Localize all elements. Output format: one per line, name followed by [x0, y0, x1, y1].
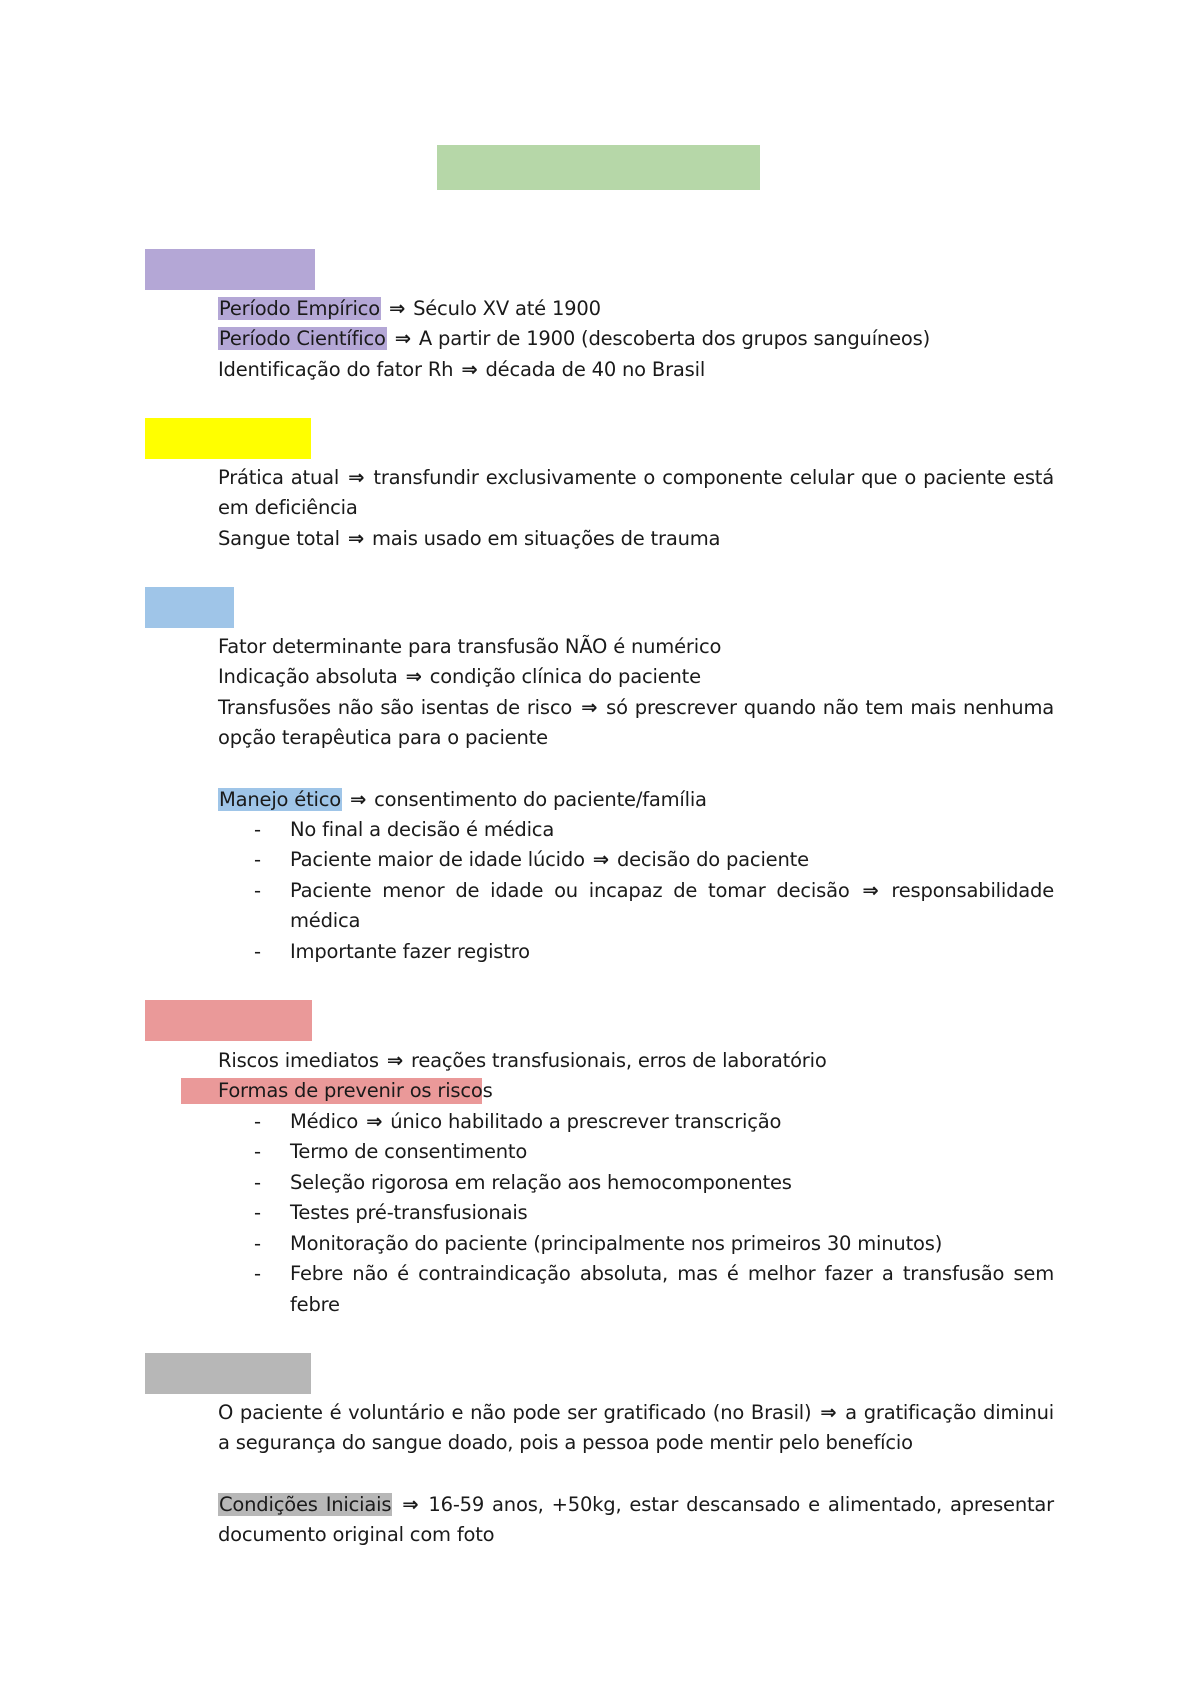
arrow-icon: ⇒ — [386, 1049, 403, 1072]
indication-line-1-text: Fator determinante para transfusão NÃO é numérico — [218, 635, 722, 658]
risks-bullet-6-cont-text: febre — [290, 1293, 340, 1316]
risks-bullet-2 — [290, 1137, 527, 1167]
risks-bullet-6 — [290, 1259, 1054, 1289]
history-line-3 — [218, 355, 705, 385]
history-line-2-text: A partir de 1900 (descoberta dos grupos sanguíneos) — [418, 327, 930, 350]
bullet-dash: - — [254, 818, 262, 841]
arrow-icon: ⇒ — [402, 1493, 419, 1516]
risks-line-1-text: reações transfusionais, erros de laboratório — [410, 1049, 827, 1072]
donor-line-2 — [218, 1428, 913, 1458]
conditions-line — [218, 1490, 1054, 1520]
risks-bullet-1-text: único habilitado a prescrever transcrição — [390, 1110, 782, 1133]
risks-line-1 — [218, 1046, 827, 1076]
ethics-bullet-2-label: Paciente maior de idade lúcido — [290, 848, 585, 871]
practice-line-3-text: mais usado em situações de trauma — [371, 527, 721, 550]
indication-line-3-label: Transfusões não são isentas de risco — [218, 696, 573, 719]
history-line-1 — [218, 294, 601, 324]
practice-line-1-label: Prática atual — [218, 466, 340, 489]
history-line-3-text: década de 40 no Brasil — [485, 358, 706, 381]
donor-line-1-text: a gratificação diminui — [845, 1401, 1054, 1424]
risks-bullet-2-text: Termo de consentimento — [290, 1140, 528, 1163]
arrow-icon: ⇒ — [862, 879, 879, 902]
section-header-risks — [145, 1000, 312, 1041]
bullet-dash: - — [254, 1171, 262, 1194]
risks-line-1-label: Riscos imediatos — [218, 1049, 379, 1072]
ethics-bullet-3-label: Paciente menor de idade ou incapaz de tomar decisão — [290, 879, 850, 902]
risks-bullet-4-text: Testes pré-transfusionais — [290, 1201, 528, 1224]
arrow-icon: ⇒ — [388, 297, 406, 320]
history-line-2-label: Período Científico — [219, 327, 386, 350]
ethics-bullet-1 — [290, 815, 554, 845]
title-highlight-block — [437, 145, 760, 190]
indication-line-3 — [218, 693, 1054, 723]
risks-bullet-4 — [290, 1198, 528, 1228]
bullet-dash: - — [254, 879, 262, 902]
ethics-bullet-3-cont-text: médica — [290, 909, 361, 932]
bullet-dash: - — [254, 1262, 262, 1285]
practice-line-3-label: Sangue total — [218, 527, 340, 550]
arrow-icon: ⇒ — [581, 696, 598, 719]
indication-line-2 — [218, 662, 701, 692]
practice-line-1-text: transfundir exclusivamente o componente celular que o paciente está — [373, 466, 1054, 489]
conditions-cont-text: documento original com foto — [218, 1523, 495, 1546]
bullet-dash: - — [254, 1232, 262, 1255]
arrow-icon: ⇒ — [820, 1401, 837, 1424]
practice-line-1 — [218, 463, 1054, 493]
bullet-dash: - — [254, 848, 262, 871]
risks-bullet-1-label: Médico — [290, 1110, 359, 1133]
risks-prevent-line — [218, 1076, 493, 1106]
history-line-3-label: Identificação do fator Rh — [218, 358, 454, 381]
bullet-dash: - — [254, 1201, 262, 1224]
indication-line-3-text: só prescrever quando não tem mais nenhuma — [606, 696, 1055, 719]
arrow-icon: ⇒ — [461, 358, 478, 381]
indication-line-1 — [218, 632, 721, 662]
bullet-dash: - — [254, 940, 262, 963]
section-header-history — [145, 249, 315, 290]
practice-line-2-text: em deficiência — [218, 496, 358, 519]
ethics-bullet-4 — [290, 937, 530, 967]
risks-bullet-5 — [290, 1229, 942, 1259]
section-header-donor — [145, 1353, 311, 1394]
ethics-bullet-2 — [290, 845, 809, 875]
ethics-bullet-2-text: decisão do paciente — [616, 848, 809, 871]
history-line-1-label: Período Empírico — [219, 297, 380, 320]
ethics-bullet-1-text: No final a decisão é médica — [290, 818, 555, 841]
ethics-bullet-3 — [290, 876, 1054, 906]
indication-line-2-label: Indicação absoluta — [218, 665, 398, 688]
arrow-icon: ⇒ — [592, 848, 609, 871]
risks-prevent-label: Formas de prevenir os riscos — [218, 1079, 493, 1102]
indication-line-4 — [218, 723, 548, 753]
ethics-label: Manejo ético — [219, 788, 341, 811]
arrow-icon: ⇒ — [405, 665, 422, 688]
ethics-bullet-3-text: responsabilidade — [891, 879, 1054, 902]
donor-line-1 — [218, 1398, 1054, 1428]
conditions-text: 16-59 anos, +50kg, estar descansado e alimentado, apresentar — [428, 1493, 1054, 1516]
donor-line-1-label: O paciente é voluntário e não pode ser gratificado (no Brasil) — [218, 1401, 812, 1424]
section-header-practice — [145, 418, 311, 459]
conditions-label: Condições Iniciais — [219, 1493, 392, 1516]
indication-line-4-text: opção terapêutica para o paciente — [218, 726, 548, 749]
arrow-icon: ⇒ — [348, 466, 365, 489]
practice-line-3 — [218, 524, 720, 554]
bullet-dash: - — [254, 1140, 262, 1163]
risks-bullet-3-text: Seleção rigorosa em relação aos hemocomponentes — [290, 1171, 792, 1194]
arrow-icon: ⇒ — [347, 527, 364, 550]
practice-line-2 — [218, 493, 358, 523]
section-header-indication — [145, 587, 234, 628]
risks-bullet-5-text: Monitoração do paciente (principalmente nos primeiros 30 minutos) — [290, 1232, 943, 1255]
history-line-2 — [218, 324, 930, 354]
conditions-line-2 — [218, 1520, 494, 1550]
ethics-line — [218, 785, 707, 815]
risks-bullet-1 — [290, 1107, 781, 1137]
arrow-icon: ⇒ — [350, 788, 367, 811]
risks-bullet-6-continuation — [290, 1290, 340, 1320]
ethics-bullet-3-continuation — [290, 906, 360, 936]
risks-bullet-3 — [290, 1168, 792, 1198]
ethics-bullet-4-text: Importante fazer registro — [290, 940, 530, 963]
history-line-1-text: Século XV até 1900 — [413, 297, 601, 320]
indication-line-2-text: condição clínica do paciente — [429, 665, 701, 688]
donor-line-2-text: a segurança do sangue doado, pois a pessoa pode mentir pelo benefício — [218, 1431, 913, 1454]
arrow-icon: ⇒ — [366, 1110, 383, 1133]
bullet-dash: - — [254, 1110, 262, 1133]
risks-bullet-6-text: Febre não é contraindicação absoluta, mas é melhor fazer a transfusão sem — [290, 1262, 1054, 1285]
ethics-text: consentimento do paciente/família — [374, 788, 707, 811]
arrow-icon: ⇒ — [394, 327, 411, 350]
